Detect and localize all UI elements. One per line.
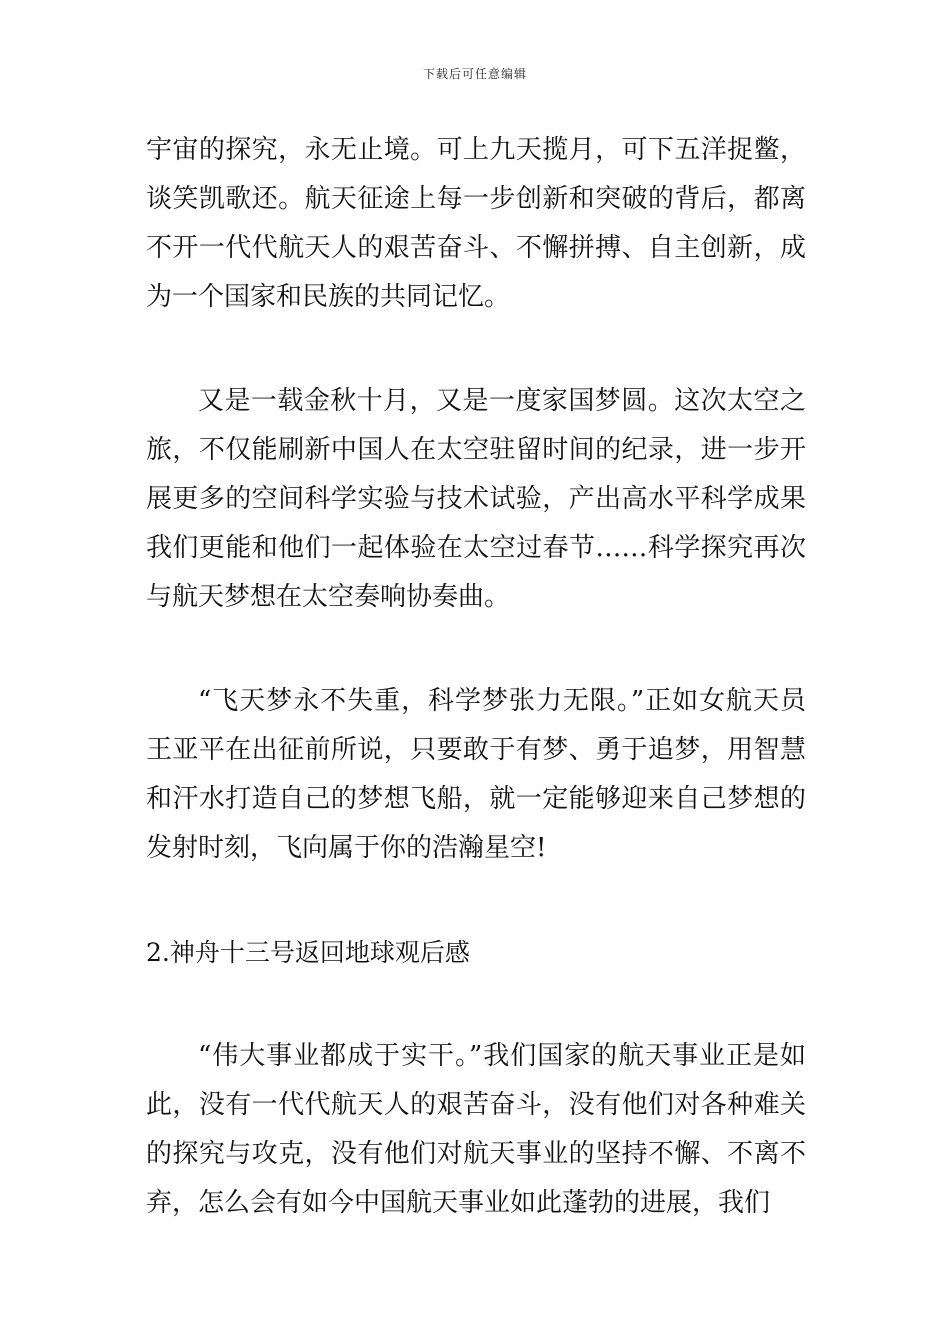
paragraph-4: “伟大事业都成于实干。”我们国家的航天事业正是如此，没有一代代航天人的艰苦奋斗，没有他们对各种难关的探究与攻克，没有他们对航天事业的坚持不懈、不离不弃，怎么会有如今中国航天事业如此蓬勃的进展，我们 — [146, 1041, 806, 1218]
paragraph-1: 宇宙的探究，永无止境。可上九天揽月，可下五洋捉鳖，谈笑凯歌还。航天征途上每一步创新和突破的背后，都离不开一代代航天人的艰苦奋斗、不懈拼搏、自主创新，成为一个国家和民族的共同记忆。 — [146, 135, 806, 312]
paragraph-3: “飞天梦永不失重，科学梦张力无限。”正如女航天员王亚平在出征前所说，只要敢于有梦、勇于追梦，用智慧和汗水打造自己的梦想飞船，就一定能够迎来自己梦想的发射时刻，飞向属于你的浩瀚星空! — [146, 686, 806, 863]
paragraph-gap — [146, 873, 806, 928]
section-heading: 2.神舟十三号返回地球观后感 — [146, 938, 470, 967]
paragraph-gap — [146, 322, 806, 377]
header-note: 下载后可任意编辑 — [422, 67, 527, 81]
paragraph-gap — [146, 622, 806, 677]
document-body — [146, 126, 806, 1228]
paragraph-2: 又是一载金秋十月，又是一度家国梦圆。这次太空之旅，不仅能刷新中国人在太空驻留时间的纪录，进一步开展更多的空间科学实验与技术试验，产出高水平科学成果我们更能和他们一起体验在太空过春节……科学探究再次与航天梦想在太空奏响协奏曲。 — [146, 386, 806, 612]
paragraph-gap — [146, 977, 806, 1032]
